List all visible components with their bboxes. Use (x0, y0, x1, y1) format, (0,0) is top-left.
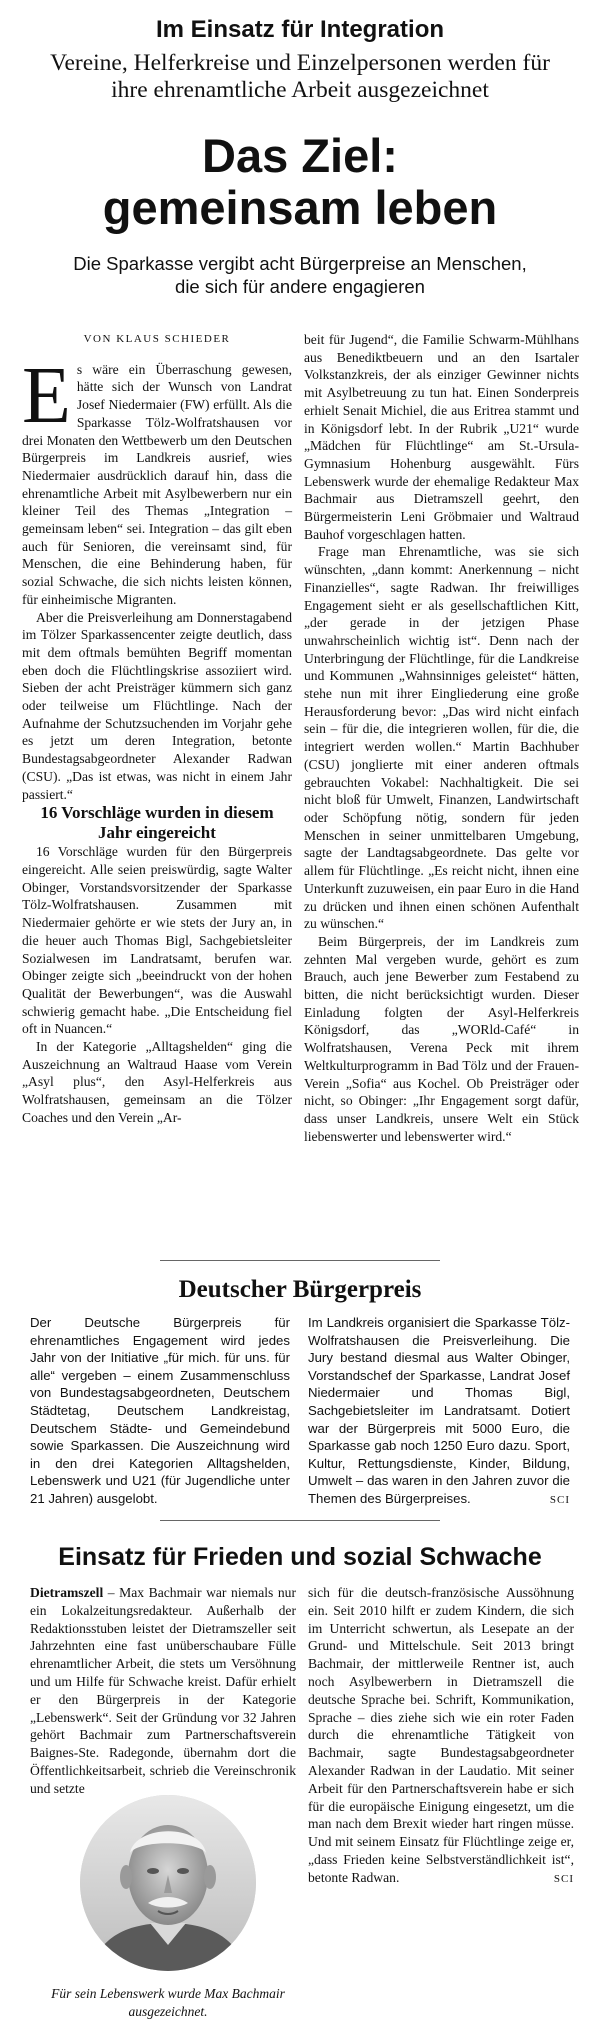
drop-cap: E (22, 351, 71, 440)
infobox-right-text: Im Landkreis organisiert die Sparkasse Tölz-Wolfratshausen die Preisverleihung. Die Jury bestand diesmal aus Walter Obinger, Vorstandschef der Sparkasse, Landrat Josef Niedermaier und Thomas Bigl, Sachgebietsleiter im Landratsamt. Dotiert war der Bürgerpreis mit 5000 Euro, die Sparkasse gab noch 1250 Euro dazu. Sport, Kultur, Rettungsdienste, Kinder, Bildung, Umwelt – das waren in den Jahren zuvor die Themen des Bürgerpreises. (308, 1315, 570, 1506)
portrait-signature: SCI (553, 1872, 574, 1885)
infobox-right (308, 1314, 570, 1510)
infobox-signature: SCI (549, 1493, 570, 1506)
article-paragraph: 16 Vorschläge wurden für den Bürgerpreis eingereicht. Alle seien preiswürdig, sagte Walter Obinger, Vorstandsvorsitzender der Sparkasse Tölz-Wolfratshausen. Zusammen mit Niedermaier gehörte er wie stets der Jury an, in die heuer auch Thomas Bigl, Sachgebietsleiter Sozialwesen im Landratsamt, berufen war. Obinger zeigte sich „beeindruckt von der hohen Qualität der Bewerbungen“, was die Auswahl schwierig gemacht habe. „Die Entscheidung fiel oft in Nuancen.“ (22, 844, 292, 1037)
portrait-text-right: sich für die deutsch-französische Aussöhnung ein. Seit 2010 hilft er zudem Kindern, die sich im Unterricht schwertun, als Lesepate an der Grund- und Mittelschule. Seit 2013 bringt Bachmair, der mittlerweile Rentner ist, auch noch Asylbewerbern in Dietramszell die deutsche Sprache bei. Schrift, Kommunikation, Sprache – dies ziehe sich wie ein roter Faden durch die ehrenamtliche Tätigkeit von Bachmair, sagte Bundestagsabgeordneter Alexander Radwan in der Laudatio. Mit seiner Arbeit für den Partnerschaftsverein habe er sich für die europäische Einigung eingesetzt, um die man nach dem Brexit wieder hart ringen müsse. Und mit seinem Einsatz für Flüchtlinge zeige er, „dass Frieden keine Selbstverständlichkeit ist“, betonte Radwan. (308, 1585, 574, 1885)
kicker: Im Einsatz für Integration (155, 16, 445, 43)
portrait-photo-illustration (80, 1795, 256, 1971)
dateline: Dietramszell (30, 1585, 104, 1600)
headline-line-2: gemeinsam leben (102, 181, 498, 234)
article-column-right (304, 331, 579, 1145)
headline-line-1: Das Ziel: (202, 129, 398, 182)
divider (160, 1260, 440, 1261)
headline (0, 130, 600, 234)
divider (160, 1520, 440, 1521)
article-paragraph: beit für Jugend“, die Familie Schwarm-Mühlhans aus Benediktbeuern und an den Isartaler Volkstanzkreis, der als einziger Gewinner nichts mit Asylbetreuung zu tun hat. Einen Sonderpreis erhielt Senait Michiel, die aus Eritrea stammt und in Königsdorf lebt. In der Rubrik „U21“ wurde „Mädchen für Flüchtlinge“ am St.-Ursula-Gymnasium Hohenburg ausgewählt. Fürs Lebenswerk wurde der ehemalige Redakteur Max Bachmair aus Dietramszell geehrt, den Bürgermeisterin Leni Gröbmaier und Waltraud Bauhof vorgeschlagen hatten. (304, 332, 579, 542)
infobox-title: Deutscher Bürgerpreis (178, 1276, 422, 1303)
portrait-text-left: – Max Bachmair war niemals nur ein Lokalzeitungsredakteur. Außerhalb der Redaktionsstuben leistet der Dietramszeller seit Jahrzehnten eine fast unüberschaubare Fülle ehrenamtlicher Arbeit, die stets um Versöhnung und um Hilfe für Schwache kreist. Dafür erhielt er den Bürgerpreis in der Kategorie „Lebenswerk“. Seit der Gründung vor 32 Jahren gehört Bachmair zum Partnerschaftsverein Baignes-Ste. Radegonde, übernahm dort die Öffentlichkeitsarbeit, schrieb die Vereinschronik und setzte (30, 1585, 296, 1796)
subheading: 16 Vorschläge wurden in diesem Jahr eingereicht (40, 803, 274, 843)
subheadline: Vereine, Helferkreise und Einzelpersonen werden für ihre ehrenamtliche Arbeit ausgezeichnet (50, 50, 550, 103)
byline: VON KLAUS SCHIEDER (83, 333, 231, 345)
photo-caption: Für sein Lebenswerk wurde Max Bachmair ausgezeichnet. (51, 1986, 285, 2019)
portrait-column-left (30, 1584, 296, 1798)
article-paragraph: Aber die Preisverleihung am Donnerstagabend im Tölzer Sparkassencenter zeigte deutlich, dass mit dem oftmals bemühten Begriff momentan eben doch die Flüchtlingskrise assoziiert wird. Sieben der acht Preisträger kümmern sich ganz oder teilweise um Flüchtlinge. Nach der Aufnahme der Schutzsuchenden im Vorjahr gehe es jetzt um deren Integration, betonte Bundestagsabgeordneter Alexander Radwan (CSU). „Das ist etwas, was nicht in einem Jahr passiert.“ (22, 609, 292, 802)
article-column-left (22, 331, 292, 1127)
article-paragraph: Frage man Ehrenamtliche, was sie sich wünschten, „dann kommt: Anerkennung – nicht Finanzielles“, sagte Radwan. Ihr freiwilliges Engagement sieht er als gesellschaftlichen Kitt, „der gerade in der jetzigen Phase unwahrscheinlich wichtig ist“. Denn nach der Unterbringung der Flüchtlinge, für die Landkreise und Kommunen „Wahnsinniges geleistet“ hätten, stehe nun mit ihrer Eingliederung eine große Herausforderung bevor: „Das wird nicht einfach sein – für die, die integrieren wollen, für die, die integriert werden wollen.“ Martin Bachhuber (CSU) jonglierte mit einer anderen oftmals gebrauchten Vokabel: Nachhaltigkeit. Die sei nicht bloß für Umwelt, Finanzen, Landwirtschaft oder Schöpfung nötig, sondern für jeden Menschen in seiner unmittelbaren Umgebung, sagte der Landtagsabgeordnete. Das gelte vor allem für Flüchtlinge. „Es reicht nicht, ihnen eine Unterkunft zuzuweisen, ein paar Euro in die Hand zu drücken und ihnen einen schönen Aufenthalt zu wünschen.“ (304, 544, 579, 932)
portrait-photo (80, 1795, 256, 1971)
infobox-left: Der Deutsche Bürgerpreis für ehrenamtliches Engagement wird jedes Jahr von der Initiative „für mich. für uns. für alle“ vergeben – einem Zusammenschluss von Bundestagsabgeordneten, Deutschem Städtetag, Deutschem Landkreistag, Deutschem Städte- und Gemeindebund sowie Sparkassen. Die Auszeichnung wird in den drei Kategorien Alltagshelden, Lebenswerk und U21 (für Jugendliche unter 21 Jahren) ausgelobt. (30, 1315, 290, 1506)
article-paragraph: Es wäre ein Überraschung gewesen, hätte sich der Wunsch von Landrat Josef Niedermaier (FW) erfüllt. Als die Sparkasse Tölz-Wolfratshausen vor drei Monaten den Wettbewerb um den Deutschen Bürgerpreis im Landkreis ausrief, wies Niedermaier ausdrücklich darauf hin, dass die ehrenamtliche Arbeit mit Asylbewerbern nur ein kleiner Teil des Themas „Integration – gemeinsam leben“ sei. Integration – das gilt eben auch für Senioren, die vereinsamt sind, für Menschen, die eine Behinderung haben, für sozial Schwache, die sich nichts leisten können, für einheimische Migranten. (22, 351, 292, 607)
article-paragraph: In der Kategorie „Alltagshelden“ ging die Auszeichnung an Waltraud Haase vom Verein „Asyl plus“, den Asyl-Helferkreis aus Wolfratshausen, gemeinsam an die Tölzer Coaches und den Verein „Ar- (22, 1039, 292, 1125)
portrait-column-right (308, 1584, 574, 1889)
deck: Die Sparkasse vergibt acht Bürgerpreise an Menschen, die sich für andere engagieren (73, 253, 527, 297)
article-paragraph: Beim Bürgerpreis, der im Landkreis zum zehnten Mal vergeben wurde, gehört es zum Brauch, auch jene Bewerber zum Festabend zu bitten, die nicht berücksichtigt wurden. Dieser Einladung folgten der Asyl-Helferkreis Königsdorf, das „WORld-Café“ in Wolfratshausen, Verena Peck mit ihrem Weltkulturprogramm in Bad Tölz und der Frauen-Verein „Sofia“ aus Kochel. Ob Preisträger oder nicht, so Obinger: „Ihr Engagement sorgt dafür, dass unser Landkreis, unsere Welt ein Stück liebenswerter und lebenswerter wird.“ (304, 933, 579, 1144)
section-title: Einsatz für Frieden und sozial Schwache (58, 1543, 542, 1571)
